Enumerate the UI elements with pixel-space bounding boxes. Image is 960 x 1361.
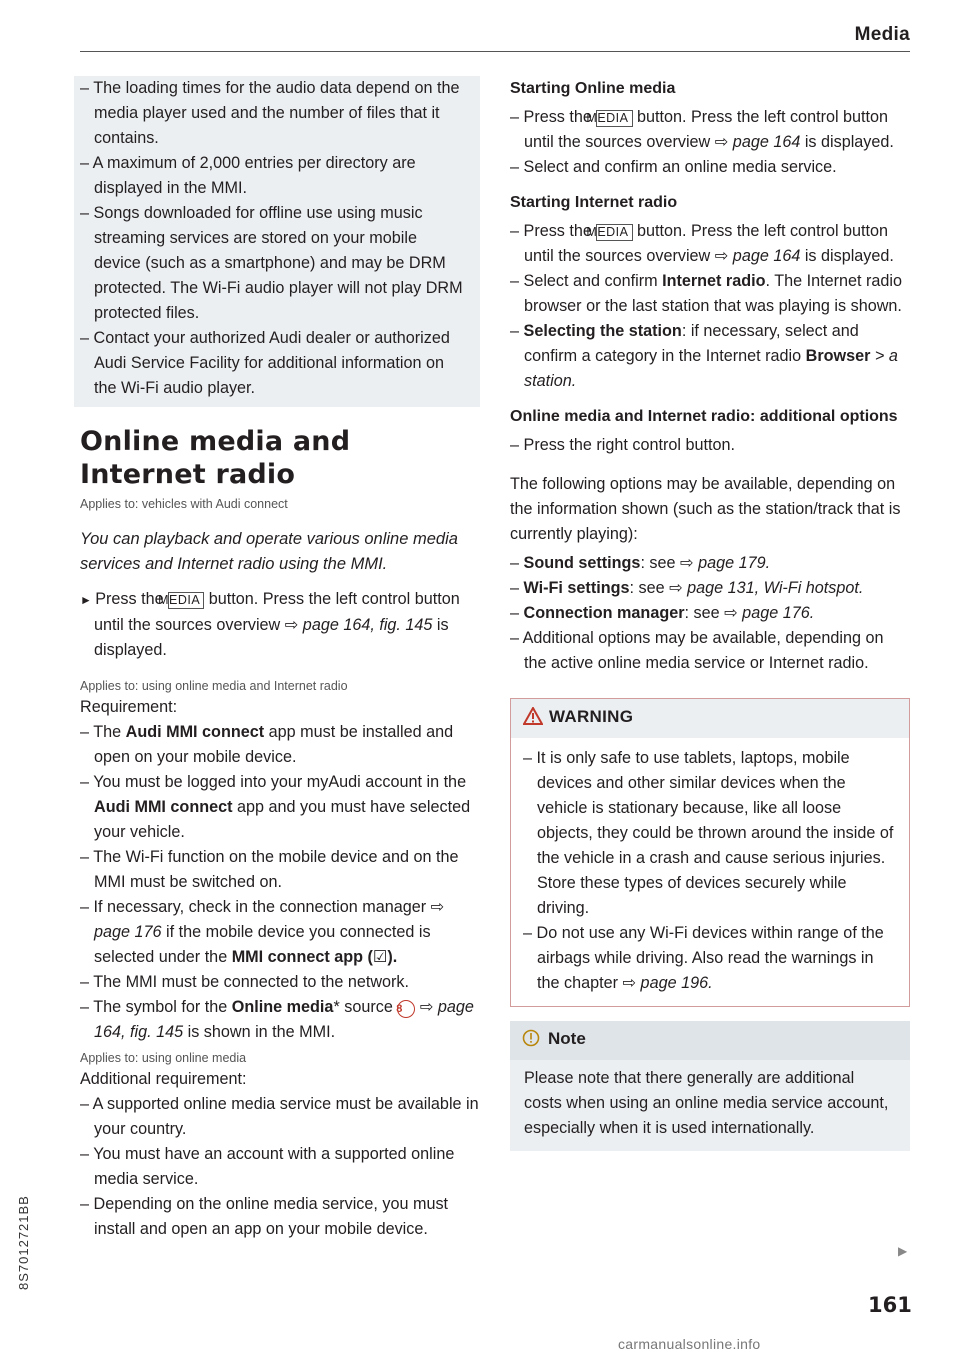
requirement-label: Requirement: [80, 698, 178, 716]
applies-note: Applies to: vehicles with Audi connect [80, 497, 288, 511]
section-heading: Online media and Internet radio [80, 426, 351, 490]
instruction-step: ► Press the MEDIA button. Press the left control button until the sources overview ⇨ page 164, fig. 145 is displayed. [80, 587, 480, 663]
page-reference[interactable]: ⇨ page 164, fig. 145 [284, 616, 433, 634]
subheading: Online media and Internet radio: additional options [510, 408, 898, 425]
page-reference[interactable]: ⇨ page 164 [714, 133, 801, 151]
callout-number-icon: 8 [397, 1000, 415, 1018]
note-info-icon [522, 1029, 540, 1052]
watermark-footer: carmanualsonline.info [618, 1336, 761, 1352]
page-number: 161 [868, 1293, 912, 1317]
page-reference[interactable]: ⇨ page 196. [622, 974, 713, 992]
list-item: – You must have an account with a supported online media service. [80, 1142, 480, 1192]
subheading: Starting Online media [510, 80, 676, 97]
list-item: – Songs downloaded for offline use using music streaming services are stored on your mobile device (such as a smartphone) and may be DRM protected. The Wi-Fi audio player will not play DRM protected files. [80, 201, 466, 326]
page-reference[interactable]: ⇨ page 176. [724, 604, 815, 622]
intro-text: You can playback and operate various online media services and Internet radio using the MMI. [80, 530, 458, 573]
section-header: Media [854, 24, 910, 45]
checkbox-icon: (☑). [367, 948, 398, 966]
right-column [510, 76, 910, 1151]
list-item: – Press the MEDIA button. Press the left control button until the sources overview ⇨ page 164 is displayed. [510, 219, 910, 269]
warning-box [510, 698, 910, 1007]
list-item: – The Wi-Fi function on the mobile device and on the MMI must be switched on. [80, 845, 480, 895]
warning-item: – Do not use any Wi-Fi devices within range of the airbags while driving. Also read the warnings in the chapter ⇨ page 196. [523, 921, 895, 996]
page-reference[interactable]: ⇨ page 131, Wi-Fi hotspot. [669, 579, 864, 597]
list-item: – Press the MEDIA button. Press the left control button until the sources overview ⇨ page 164 is displayed. [510, 105, 910, 155]
requirement-label: Additional requirement: [80, 1070, 247, 1088]
list-item: – The Audi MMI connect app must be installed and open on your mobile device. [80, 720, 480, 770]
warning-item: – It is only safe to use tablets, laptops, mobile devices and other similar devices when the vehicle is stationary because, like all loose objects, they could be thrown around the inside of the vehicle in a crash and cause serious injuries. Store these types of devices securely while driving. [523, 746, 895, 921]
list-item: – Contact your authorized Audi dealer or authorized Audi Service Facility for additional information on the Wi-Fi audio player. [80, 326, 466, 401]
note-title: Note [510, 1021, 910, 1060]
list-item: – A supported online media service must be available in your country. [80, 1092, 480, 1142]
list-item: – Sound settings: see ⇨ page 179. [510, 551, 910, 576]
warning-triangle-icon [523, 707, 543, 730]
info-box [74, 76, 480, 407]
list-item: – Depending on the online media service, you must install and open an app on your mobile device. [80, 1192, 480, 1242]
list-item: – The symbol for the Online media* source 8 ⇨ page 164, fig. 145 is shown in the MMI. [80, 995, 480, 1045]
subheading: Starting Internet radio [510, 194, 678, 211]
list-item: – If necessary, check in the connection manager ⇨ page 176 if the mobile device you connected is selected under the MMI connect app (☑). [80, 895, 480, 970]
media-key: MEDIA [596, 224, 632, 241]
applies-note: Applies to: using online media and Internet radio [80, 679, 348, 693]
list-item: – Connection manager: see ⇨ page 176. [510, 601, 910, 626]
warning-title: WARNING [511, 699, 909, 738]
list-item: – Press the right control button. [510, 433, 910, 458]
list-item: – A maximum of 2,000 entries per directory are displayed in the MMI. [80, 151, 466, 201]
media-key: MEDIA [596, 110, 632, 127]
page-reference[interactable]: ⇨ page 164, fig. 145 [94, 998, 474, 1041]
list-item: – Selecting the station: if necessary, select and confirm a category in the Internet radio Browser > a station. [510, 319, 910, 394]
applies-note: Applies to: using online media [80, 1051, 247, 1065]
list-item: – The loading times for the audio data depend on the media player used and the number of files that it contains. [80, 76, 466, 151]
note-text: Please note that there generally are additional costs when using an online media service account, especially when it is used internationally. [524, 1069, 889, 1137]
list-item: – Select and confirm Internet radio. The Internet radio browser or the last station that was playing is shown. [510, 269, 910, 319]
list-item: – Wi-Fi settings: see ⇨ page 131, Wi-Fi hotspot. [510, 576, 910, 601]
left-column [80, 76, 480, 1242]
list-item: – Select and confirm an online media service. [510, 155, 910, 180]
list-item: – You must be logged into your myAudi account in the Audi MMI connect app and you must have selected your vehicle. [80, 770, 480, 845]
header-rule [80, 51, 910, 52]
document-code: 8S7012721BB [16, 1195, 31, 1290]
media-key: MEDIA [168, 592, 204, 609]
page-reference[interactable]: ⇨ page 164 [714, 247, 801, 265]
list-item: – The MMI must be connected to the network. [80, 970, 480, 995]
page-reference[interactable]: ⇨ page 179. [680, 554, 771, 572]
list-item: – Additional options may be available, depending on the active online media service or Internet radio. [510, 626, 910, 676]
note-box [510, 1021, 910, 1151]
continue-arrow-icon: ▶ [898, 1244, 908, 1258]
options-intro: The following options may be available, depending on the information shown (such as the station/track that is currently playing): [510, 475, 901, 543]
page-reference[interactable]: ⇨ page 176 [94, 898, 445, 941]
